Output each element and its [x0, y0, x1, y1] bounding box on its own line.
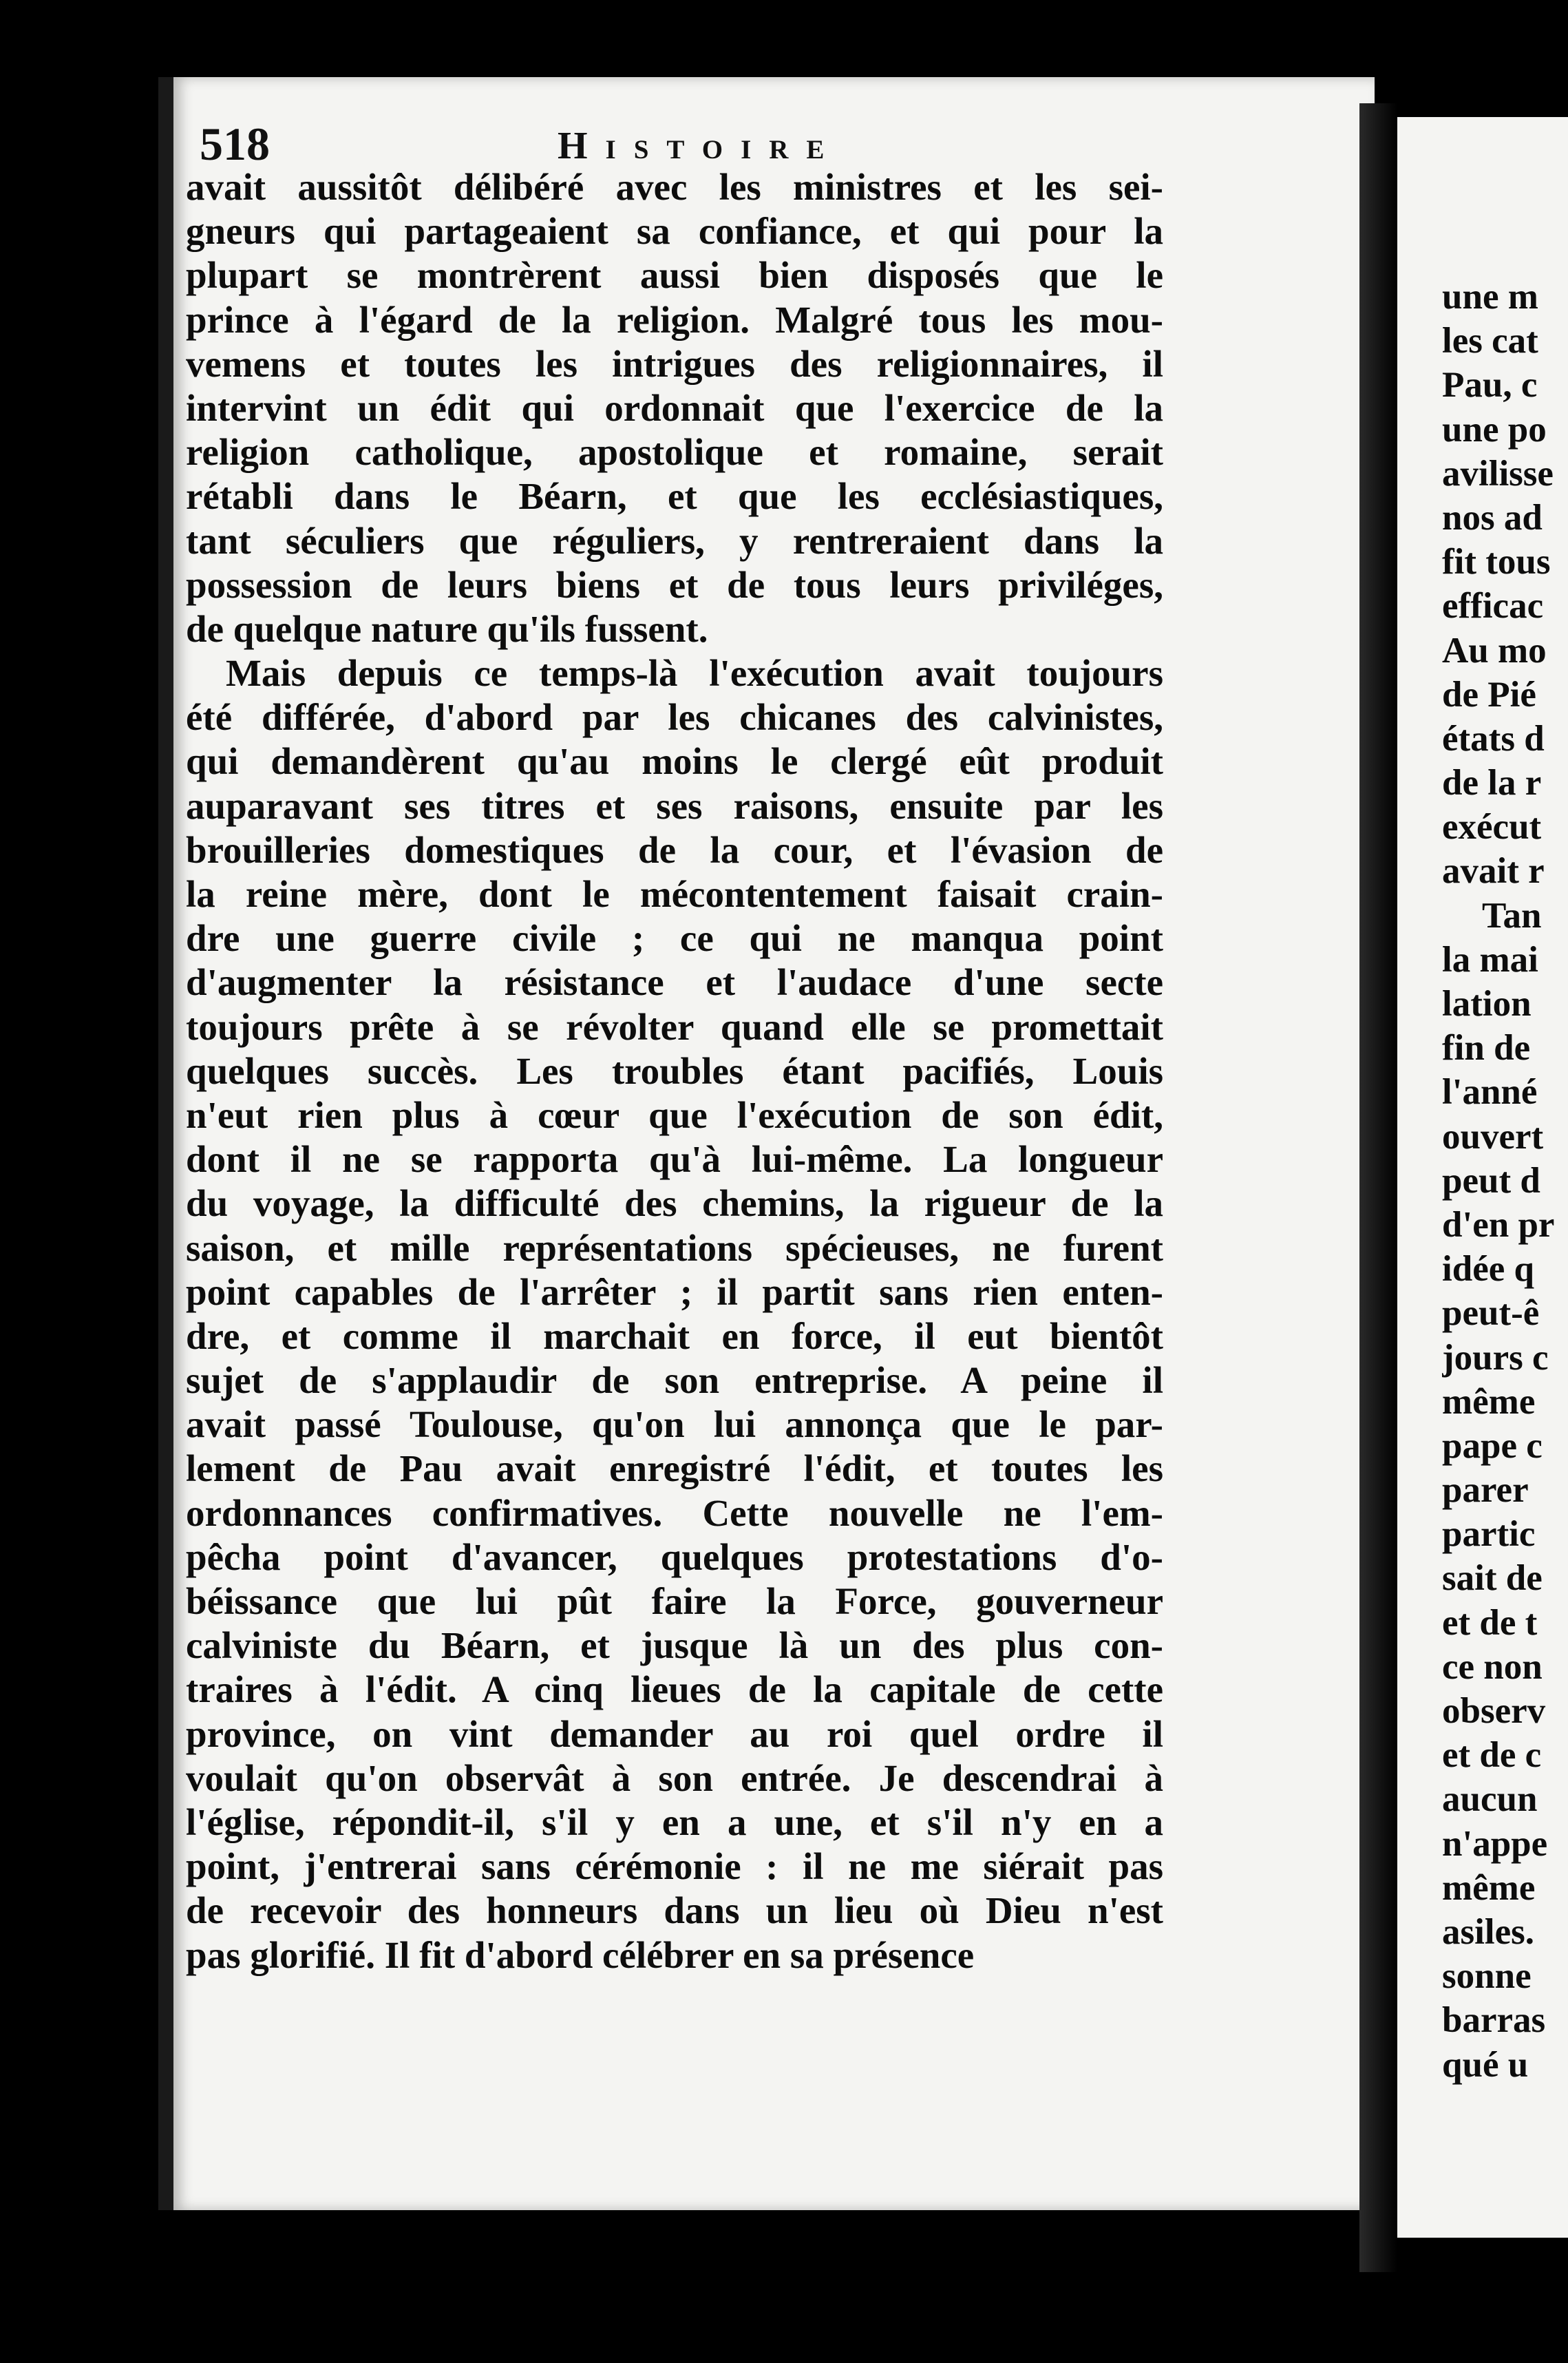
text-line: états d [1442, 718, 1545, 759]
text-line: rétabli dans le Béarn, et que les ecclésiastiques, [186, 475, 1163, 518]
text-line: nos ad [1442, 497, 1543, 538]
text-line: d'en pr [1442, 1204, 1555, 1245]
text-line: n'appe [1442, 1823, 1548, 1864]
text-line: jours c [1442, 1337, 1549, 1378]
text-line: avait passé Toulouse, qu'on lui annonça que le par- [186, 1403, 1163, 1446]
text-line: gneurs qui partageaient sa confiance, et qui pour la [186, 210, 1163, 253]
text-line: barras [1442, 2000, 1546, 2041]
text-line: saison, et mille représentations spécieuses, ne furent [186, 1226, 1163, 1269]
book-gutter [1359, 103, 1397, 2272]
text-line: parer [1442, 1470, 1529, 1511]
text-line: la mai [1442, 939, 1538, 980]
text-line: et de c [1442, 1735, 1542, 1776]
text-line: pas glorifié. Il fit d'abord célébrer en sa présence [186, 1933, 975, 1976]
text-line: n'eut rien plus à cœur que l'exécution de son édit, [186, 1093, 1163, 1136]
left-page-text [186, 165, 1163, 1977]
text-line: aucun [1442, 1779, 1538, 1820]
running-title: Histoire [558, 125, 843, 167]
text-line: sujet de s'applaudir de son entreprise. A peine il [186, 1359, 1163, 1402]
text-line: d'augmenter la résistance et l'audace d'une secte [186, 961, 1163, 1004]
text-line: été différée, d'abord par les chicanes des calvinistes, [186, 696, 1163, 739]
text-line: exécut [1442, 807, 1542, 848]
text-line: ce non [1442, 1646, 1543, 1687]
text-line: auparavant ses titres et ses raisons, ensuite par les [186, 784, 1163, 827]
text-line: une po [1442, 409, 1547, 450]
text-line: l'église, répondit-il, s'il y en a une, et s'il n'y en a [186, 1800, 1163, 1843]
text-line: de la r [1442, 763, 1542, 804]
text-line: peut-ê [1442, 1293, 1540, 1334]
text-line: avait aussitôt délibéré avec les ministres et les sei- [186, 166, 1163, 208]
text-line: pape c [1442, 1425, 1543, 1466]
text-line: plupart se montrèrent aussi bien disposés que le [186, 254, 1163, 297]
text-line: même [1442, 1867, 1536, 1908]
text-line: tant séculiers que réguliers, y rentreraient dans la [186, 519, 1163, 562]
text-line: pêcha point d'avancer, quelques protestations d'o- [186, 1535, 1163, 1578]
text-line: quelques succès. Les troubles étant pacifiés, Louis [186, 1049, 1163, 1092]
text-line: calviniste du Béarn, et jusque là un des plus con- [186, 1624, 1163, 1667]
text-line: Pau, c [1442, 365, 1538, 406]
text-line: ouvert [1442, 1116, 1544, 1157]
text-line: avilisse [1442, 453, 1554, 494]
text-line: et de t [1442, 1602, 1538, 1643]
text-line: même [1442, 1381, 1536, 1422]
text-line: brouilleries domestiques de la cour, et l'évasion de [186, 828, 1163, 871]
text-line: de quelque nature qu'ils fussent. [186, 607, 708, 650]
text-line: observ [1442, 1691, 1546, 1731]
text-line: sonne [1442, 1956, 1532, 1997]
text-line: ordonnances confirmatives. Cette nouvelle ne l'em- [186, 1491, 1163, 1534]
text-line: lement de Pau avait enregistré l'édit, et toutes les [186, 1447, 1163, 1490]
text-line: les cat [1442, 321, 1538, 361]
text-line: Tan [1482, 895, 1542, 936]
text-line: béissance que lui pût faire la Force, gouverneur [186, 1580, 1163, 1622]
text-line: traires à l'édit. A cinq lieues de la capitale de cette [186, 1668, 1163, 1711]
text-line: avait r [1442, 851, 1545, 892]
text-line: intervint un édit qui ordonnait que l'exercice de la [186, 386, 1163, 429]
text-line: une m [1442, 277, 1538, 317]
text-line: la reine mère, dont le mécontentement faisait crain- [186, 873, 1163, 915]
text-line: fit tous [1442, 542, 1551, 582]
text-line: voulait qu'on observât à son entrée. Je descendrai à [186, 1756, 1163, 1799]
text-line: province, on vint demander au roi quel ordre il [186, 1712, 1163, 1755]
text-line: vemens et toutes les intrigues des religionnaires, il [186, 342, 1163, 385]
text-line: l'anné [1442, 1072, 1538, 1113]
text-line: qui demandèrent qu'au moins le clergé eût produit [186, 740, 1163, 783]
text-line: partic [1442, 1514, 1536, 1555]
text-line: fin de [1442, 1028, 1531, 1069]
text-line: dre, et comme il marchait en force, il eut bientôt [186, 1314, 1163, 1357]
right-page-text [1442, 275, 1554, 2088]
text-line: du voyage, la difficulté des chemins, la rigueur de la [186, 1182, 1163, 1225]
text-line: efficac [1442, 586, 1544, 627]
text-line: dont il ne se rapporta qu'à lui-même. La longueur [186, 1138, 1163, 1181]
text-line: lation [1442, 984, 1532, 1024]
text-line: peut d [1442, 1160, 1540, 1201]
text-line: toujours prête à se révolter quand elle se promettait [186, 1005, 1163, 1048]
text-line: de Pié [1442, 674, 1536, 715]
right-page [1397, 117, 1568, 2238]
text-line: dre une guerre civile ; ce qui ne manqua point [186, 917, 1163, 960]
text-line: prince à l'égard de la religion. Malgré tous les mou- [186, 298, 1163, 341]
text-line: religion catholique, apostolique et romaine, serait [186, 431, 1163, 474]
page-number: 518 [200, 118, 270, 170]
text-line: idée q [1442, 1249, 1534, 1290]
text-line: qué u [1442, 2044, 1529, 2085]
text-line: de recevoir des honneurs dans un lieu où Dieu n'est [186, 1889, 1163, 1932]
text-line: point, j'entrerai sans cérémonie : il ne me siérait pas [186, 1845, 1163, 1888]
text-line: asiles. [1442, 1911, 1534, 1952]
text-line: possession de leurs biens et de tous leurs priviléges, [186, 563, 1163, 606]
text-line: sait de [1442, 1558, 1543, 1599]
text-line: Au mo [1442, 630, 1547, 671]
text-line: point capables de l'arrêter ; il partit sans rien enten- [186, 1270, 1163, 1313]
text-line: Mais depuis ce temps-là l'exécution avait toujours [226, 652, 1163, 695]
